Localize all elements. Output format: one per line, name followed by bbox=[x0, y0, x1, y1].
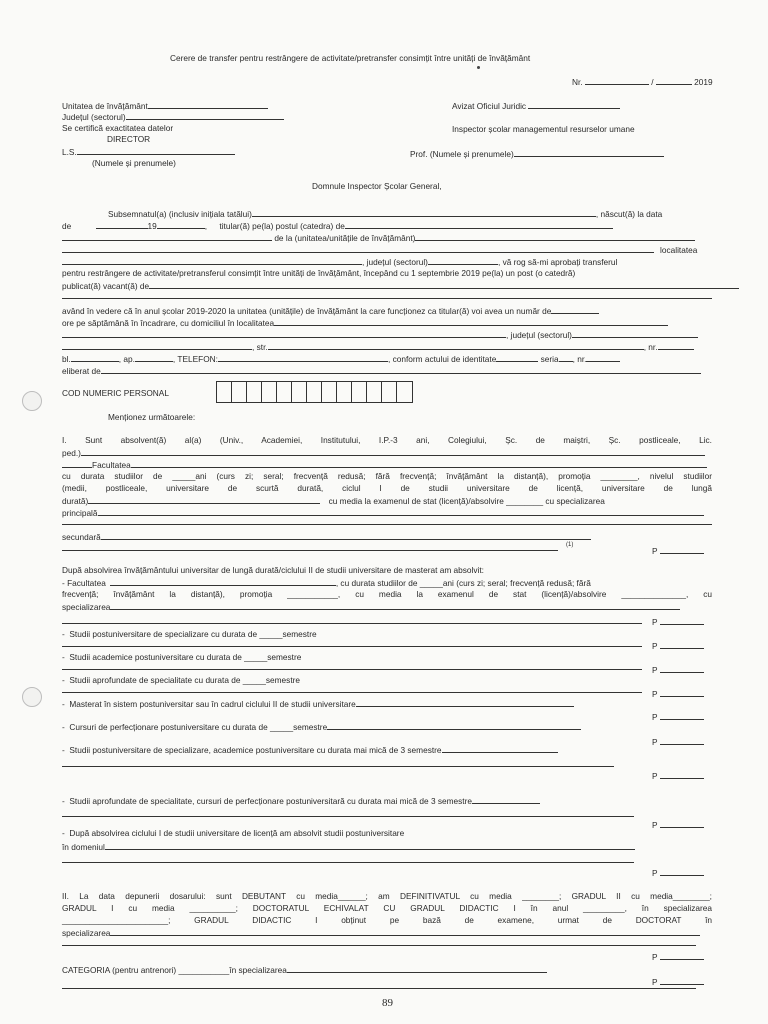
points-field[interactable] bbox=[660, 640, 704, 649]
unit-label: Unitatea de învățământ bbox=[62, 101, 148, 111]
duration-label-2: , cu durata studiilor de _____ani (curs zi; seral; frecvență redusă; fără bbox=[335, 578, 591, 588]
points-field[interactable] bbox=[660, 688, 704, 697]
points-field[interactable] bbox=[660, 664, 704, 673]
after-master-line-3 bbox=[62, 601, 680, 612]
specialization-field-3[interactable] bbox=[110, 927, 700, 936]
faculty-field[interactable] bbox=[131, 459, 707, 468]
cnp-digit[interactable] bbox=[352, 382, 367, 402]
level-field[interactable] bbox=[88, 495, 320, 504]
body-line-2: de 19 , titular(ă) pe(la) postul (catedra) de bbox=[62, 220, 613, 231]
after-master-line-1 bbox=[62, 577, 591, 588]
domicile-label: ore pe săptămână în încadrare, cu domiciliul în localitatea bbox=[62, 318, 275, 328]
hours-field[interactable] bbox=[551, 305, 599, 314]
body-line-5 bbox=[62, 256, 617, 267]
post-field[interactable] bbox=[345, 220, 613, 229]
section1-line-4: cu durata studiilor de _____ani (curs zi; seral; frecvență redusă; fără frecvență; învățământ la distanță), promoția ________, nivelul studiilor bbox=[62, 471, 712, 481]
points-field[interactable] bbox=[660, 976, 704, 985]
points-label: P bbox=[652, 977, 658, 987]
legal-line bbox=[452, 100, 620, 111]
section1-line-7 bbox=[62, 507, 704, 518]
points-marker bbox=[652, 640, 704, 651]
body-line-3 bbox=[62, 232, 695, 243]
secondary-specialization-label: secundară bbox=[62, 532, 101, 542]
domain-line bbox=[62, 841, 635, 852]
points-label: P bbox=[652, 820, 658, 830]
county-field-2[interactable] bbox=[428, 256, 498, 265]
study-item-inline-field[interactable] bbox=[442, 744, 558, 753]
mention-heading: Menționez următoarele: bbox=[108, 412, 196, 422]
exam-average-label: cu media la examenul de stat (licență)/absolvire ________ cu specializarea bbox=[328, 496, 605, 506]
apartment-field[interactable] bbox=[135, 353, 173, 362]
cnp-digit[interactable] bbox=[247, 382, 262, 402]
study-item: - După absolvirea ciclului I de studii universitare de licență am absolvit studii postuniversitare bbox=[62, 828, 405, 838]
nr-year-field[interactable] bbox=[656, 76, 692, 85]
points-field[interactable] bbox=[660, 951, 704, 960]
street-label: , str. bbox=[252, 342, 268, 352]
body-line-9 bbox=[62, 317, 668, 328]
study-item: - Masterat în sistem postuniversitar sau în cadrul ciclului II de studii universitare bbox=[62, 698, 574, 709]
county-label-3: , județul (sectorul) bbox=[506, 330, 572, 340]
cnp-field[interactable] bbox=[216, 381, 413, 403]
address-field[interactable] bbox=[62, 341, 252, 350]
main-specialization-label: principală bbox=[62, 508, 98, 518]
body-line-8 bbox=[62, 305, 599, 316]
cnp-digit[interactable] bbox=[322, 382, 337, 402]
points-label: P bbox=[652, 546, 658, 556]
salutation: Domnule Inspector Școlar General, bbox=[312, 181, 442, 191]
unit-field[interactable] bbox=[148, 100, 268, 109]
applicant-name-field[interactable] bbox=[252, 208, 596, 217]
post-field-2[interactable] bbox=[62, 232, 272, 241]
cnp-digit[interactable] bbox=[277, 382, 292, 402]
points-field[interactable] bbox=[660, 736, 704, 745]
specialization-label-3: specializarea bbox=[62, 928, 111, 938]
points-marker bbox=[652, 819, 704, 830]
cnp-digit[interactable] bbox=[382, 382, 397, 402]
street-nr-label: , nr. bbox=[643, 342, 658, 352]
points-label: P bbox=[652, 641, 658, 651]
county-field-3[interactable] bbox=[572, 329, 698, 338]
punch-hole-top bbox=[22, 391, 42, 411]
points-label: P bbox=[652, 617, 658, 627]
phone-label: , TELEFON: bbox=[172, 354, 218, 364]
block-field[interactable] bbox=[71, 353, 119, 362]
section1-line-8 bbox=[62, 531, 591, 542]
study-item-text: Studii academice postuniversitare cu durata de _____semestre bbox=[69, 652, 302, 662]
points-field[interactable] bbox=[660, 819, 704, 828]
nr-field[interactable] bbox=[585, 76, 649, 85]
cnp-digit[interactable] bbox=[232, 382, 247, 402]
body-line-10 bbox=[62, 329, 698, 340]
points-marker bbox=[652, 770, 704, 781]
director-name-label: (Numele și prenumele) bbox=[92, 158, 176, 168]
secondary-specialization-field[interactable] bbox=[101, 531, 591, 540]
birth-date-label: , născut(ă) la data bbox=[595, 209, 663, 219]
county-field[interactable] bbox=[126, 111, 284, 120]
section1-line-5: (medii, postliceale, universitare de scurtă durată, ciclul I de studii universitare de licență, universitare de lungă bbox=[62, 483, 712, 493]
study-item-text: Cursuri de perfecționare postuniversitare cu durata de _____semestre bbox=[69, 722, 328, 732]
series-field[interactable] bbox=[559, 353, 573, 362]
vacant-field-2[interactable] bbox=[62, 298, 712, 299]
issued-by-label: eliberat de bbox=[62, 366, 101, 376]
de-label: de bbox=[62, 221, 72, 231]
points-marker bbox=[652, 545, 704, 556]
points-marker bbox=[652, 867, 704, 878]
body-line-13 bbox=[62, 365, 701, 376]
study-item-field[interactable] bbox=[62, 692, 642, 693]
points-marker bbox=[652, 711, 704, 722]
points-marker bbox=[652, 664, 704, 675]
study-item-text: Masterat în sistem postuniversitar sau în cadrul ciclului II de studii universitare bbox=[69, 699, 356, 709]
faculty-label-2: - Facultatea bbox=[62, 578, 106, 588]
street-nr-field[interactable] bbox=[658, 341, 694, 350]
points-marker bbox=[652, 976, 704, 987]
id-act-field[interactable] bbox=[496, 353, 538, 362]
domicile-field-2[interactable] bbox=[62, 329, 506, 338]
domain-label: în domeniul bbox=[62, 842, 105, 852]
block-label: bl. bbox=[62, 354, 71, 364]
study-item-inline-field[interactable] bbox=[327, 721, 581, 730]
specialization-field-2[interactable] bbox=[110, 601, 680, 610]
study-item-field[interactable] bbox=[62, 669, 642, 670]
body-line-1 bbox=[108, 208, 662, 219]
main-specialization-field[interactable] bbox=[98, 507, 704, 516]
study-item: - Studii postuniversitare de specializare cu durata de _____semestre bbox=[62, 629, 317, 639]
duration-label: durată) bbox=[62, 496, 89, 506]
points-field[interactable] bbox=[660, 770, 704, 779]
series-label: seria bbox=[540, 354, 559, 364]
footnote-marker: (1) bbox=[566, 542, 574, 548]
faculty-label: Facultatea bbox=[92, 460, 131, 470]
registration-number bbox=[572, 76, 713, 87]
section2-line-3: _______________________; GRADUL DIDACTIC I obținut pe bază de examene, urmat de DOCTORAT în bbox=[62, 915, 712, 925]
study-item: - Studii aprofundate de specialitate, cursuri de perfecționare postuniversitară cu durata mai mică de 3 semestre bbox=[62, 795, 540, 806]
points-label: P bbox=[652, 737, 658, 747]
legal-label: Avizat Oficiul Juridic bbox=[452, 101, 527, 111]
specialization-field-2b[interactable] bbox=[62, 623, 642, 624]
section2-line-2: GRADUL I cu media __________; DOCTORATUL ECHIVALAT CU GRADUL DIDACTIC I în anul _________, în specializarea bbox=[62, 903, 712, 913]
cnp-digit[interactable] bbox=[307, 382, 322, 402]
cnp-label: COD NUMERIC PERSONAL bbox=[62, 388, 169, 398]
punch-hole-bottom bbox=[22, 687, 42, 707]
section1-line-6 bbox=[62, 495, 605, 506]
study-item-text: Studii aprofundate de specialitate, cursuri de perfecționare postuniversitară cu durata mai mică de 3 semestre bbox=[69, 796, 472, 806]
category-line bbox=[62, 964, 547, 975]
holder-label: titular(ă) pe(la) postul (catedra) de bbox=[219, 221, 345, 231]
phone-field[interactable] bbox=[218, 353, 388, 362]
category-field[interactable] bbox=[287, 964, 547, 973]
study-item: - Studii academice postuniversitare cu durata de _____semestre bbox=[62, 652, 302, 662]
nr-year: 2019 bbox=[694, 77, 713, 87]
id-act-label: , conform actului de identitate bbox=[387, 354, 497, 364]
prof-label: Prof. (Numele și prenumele) bbox=[410, 149, 514, 159]
unit-from-label: de la (unitatea/unitățile de învățământ) bbox=[274, 233, 416, 243]
points-label: P bbox=[652, 868, 658, 878]
prof-field[interactable] bbox=[514, 148, 664, 157]
study-item: - Studii aprofundate de specialitate cu durata de _____semestre bbox=[62, 675, 300, 685]
unit-from-field-2[interactable] bbox=[62, 244, 654, 253]
issued-by-field[interactable] bbox=[101, 365, 701, 374]
points-label: P bbox=[652, 771, 658, 781]
points-marker bbox=[652, 951, 704, 962]
county-line bbox=[62, 111, 284, 122]
study-item-field[interactable] bbox=[62, 816, 634, 817]
prof-line bbox=[410, 148, 664, 159]
street-field[interactable] bbox=[268, 341, 644, 350]
vacant-field[interactable] bbox=[149, 280, 739, 289]
points-marker bbox=[652, 616, 704, 627]
section2-line-4 bbox=[62, 927, 700, 938]
study-item-text: Studii aprofundate de specialitate cu durata de _____semestre bbox=[69, 675, 300, 685]
study-item: - Cursuri de perfecționare postuniversitare cu durata de _____semestre bbox=[62, 721, 581, 732]
domicile-field[interactable] bbox=[274, 317, 668, 326]
locality-label: localitatea bbox=[660, 245, 698, 255]
study-item-text: Studii postuniversitare de specializare, academice postuniversitare cu durata mai mică de 3 semestre bbox=[69, 745, 442, 755]
ls-label: L.S. bbox=[62, 147, 77, 157]
cnp-digit[interactable] bbox=[292, 382, 307, 402]
certifies-text: Se certifică exactitatea datelor bbox=[62, 123, 174, 133]
points-label: P bbox=[652, 712, 658, 722]
section2-line-1: II. La data depunerii dosarului: sunt DEBUTANT cu media______; am DEFINITIVATUL cu media ________; GRADUL II cu media________; bbox=[62, 891, 712, 901]
category-field-2[interactable] bbox=[62, 988, 696, 989]
points-label: P bbox=[652, 665, 658, 675]
cnp-digit[interactable] bbox=[217, 382, 232, 402]
body-line-7 bbox=[62, 280, 739, 291]
institution-field[interactable] bbox=[81, 447, 705, 456]
applicant-name-label: Subsemnatul(a) (inclusiv inițiala tatălui) bbox=[108, 209, 252, 219]
section1-line-1: I. Sunt absolvent(ă) al(a) (Univ., Academiei, Institutului, I.P.-3 ani, Colegiului, Șc. de maiștri, Șc. postliceale, Lic. bbox=[62, 435, 712, 445]
nr-label: Nr. bbox=[572, 77, 583, 87]
ls-field[interactable] bbox=[77, 146, 235, 155]
points-field[interactable] bbox=[660, 867, 704, 876]
county-label: Județul (sectorul) bbox=[62, 112, 126, 122]
points-field[interactable] bbox=[660, 616, 704, 625]
points-marker bbox=[652, 736, 704, 747]
id-nr-field[interactable] bbox=[586, 353, 620, 362]
category-label: CATEGORIA (pentru antrenori) ___________în specializarea bbox=[62, 965, 287, 975]
study-item-field[interactable] bbox=[62, 646, 642, 647]
domain-field[interactable] bbox=[105, 841, 635, 850]
study-item-text: Studii postuniversitare de specializare cu durata de _____semestre bbox=[69, 629, 317, 639]
specialization-field-3b[interactable] bbox=[62, 945, 696, 946]
cnp-digit[interactable] bbox=[337, 382, 352, 402]
apartment-label: , ap. bbox=[118, 354, 135, 364]
section1-line-3 bbox=[62, 459, 707, 470]
points-marker bbox=[652, 688, 704, 699]
year-prefix: 19 bbox=[147, 221, 157, 231]
director-label: DIRECTOR bbox=[107, 134, 151, 144]
birth-year-field[interactable] bbox=[157, 220, 205, 229]
birth-day-field[interactable] bbox=[96, 220, 148, 229]
inspector-label: Inspector școlar managementul resurselor umane bbox=[452, 124, 635, 134]
page-number: 89 bbox=[382, 997, 393, 1009]
id-nr-label: , nr. bbox=[572, 354, 587, 364]
body-line-11 bbox=[62, 341, 694, 352]
faculty-field-2[interactable] bbox=[110, 577, 336, 586]
body-line-4 bbox=[62, 244, 697, 255]
unit-line bbox=[62, 100, 268, 111]
after-master-title: După absolvirea învățământului universitar de lungă durată/ciclului II de studii universitare de masterat am absolvit: bbox=[62, 565, 484, 575]
body-line-12 bbox=[62, 353, 620, 364]
body-line-6: pentru restrângere de activitate/pretransferul consimțit între unități de învățământ, începând cu 1 septembrie 2019 pe(la) un post (o catedră) bbox=[62, 268, 576, 278]
cnp-digit[interactable] bbox=[397, 382, 412, 402]
secondary-specialization-field-2[interactable] bbox=[62, 550, 558, 551]
legal-field[interactable] bbox=[528, 100, 620, 109]
faculty-prefix-field[interactable] bbox=[62, 459, 92, 468]
study-item-inline-field[interactable] bbox=[472, 795, 540, 804]
points-label: P bbox=[652, 689, 658, 699]
study-item-field[interactable] bbox=[62, 766, 614, 767]
unit-from-field[interactable] bbox=[415, 232, 695, 241]
ls-line bbox=[62, 146, 235, 157]
after-master-line-2: frecvență; învățământ la distanță), promoția ___________, cu media la examenul de stat (licență)/absolvire ______________, cu bbox=[62, 589, 712, 599]
document-title: Cerere de transfer pentru restrângere de activitate/pretransfer consimțit între unități de învățământ bbox=[170, 53, 531, 63]
title-dot bbox=[477, 66, 480, 69]
vacant-label: publicat(ă) vacant(ă) de bbox=[62, 281, 150, 291]
section1-line-2 bbox=[62, 447, 705, 458]
nr-slash: / bbox=[651, 77, 654, 87]
specialization-label-2: specializarea bbox=[62, 602, 111, 612]
domain-field-2[interactable] bbox=[62, 862, 634, 863]
cnp-digit[interactable] bbox=[367, 382, 382, 402]
ped-label: ped.) bbox=[62, 448, 81, 458]
points-field[interactable] bbox=[660, 711, 704, 720]
county-label-2: , județul (sectorul) bbox=[362, 257, 428, 267]
points-field[interactable] bbox=[660, 545, 704, 554]
cnp-digit[interactable] bbox=[262, 382, 277, 402]
study-item-inline-field[interactable] bbox=[356, 698, 574, 707]
points-label: P bbox=[652, 952, 658, 962]
main-specialization-field-2[interactable] bbox=[62, 524, 712, 525]
hours-label: având în vedere că în anul școlar 2019-2020 la unitatea (unitățile) de învățământ la care funcționez ca titular(ă) voi avea un număr de bbox=[62, 306, 552, 316]
locality-field[interactable] bbox=[62, 256, 362, 265]
study-item: - Studii postuniversitare de specializare, academice postuniversitare cu durata mai mică de 3 semestre bbox=[62, 744, 558, 755]
study-item-text: După absolvirea ciclului I de studii universitare de licență am absolvit studii postuniversitare bbox=[69, 828, 405, 838]
request-label: , vă rog să-mi aprobați transferul bbox=[497, 257, 618, 267]
